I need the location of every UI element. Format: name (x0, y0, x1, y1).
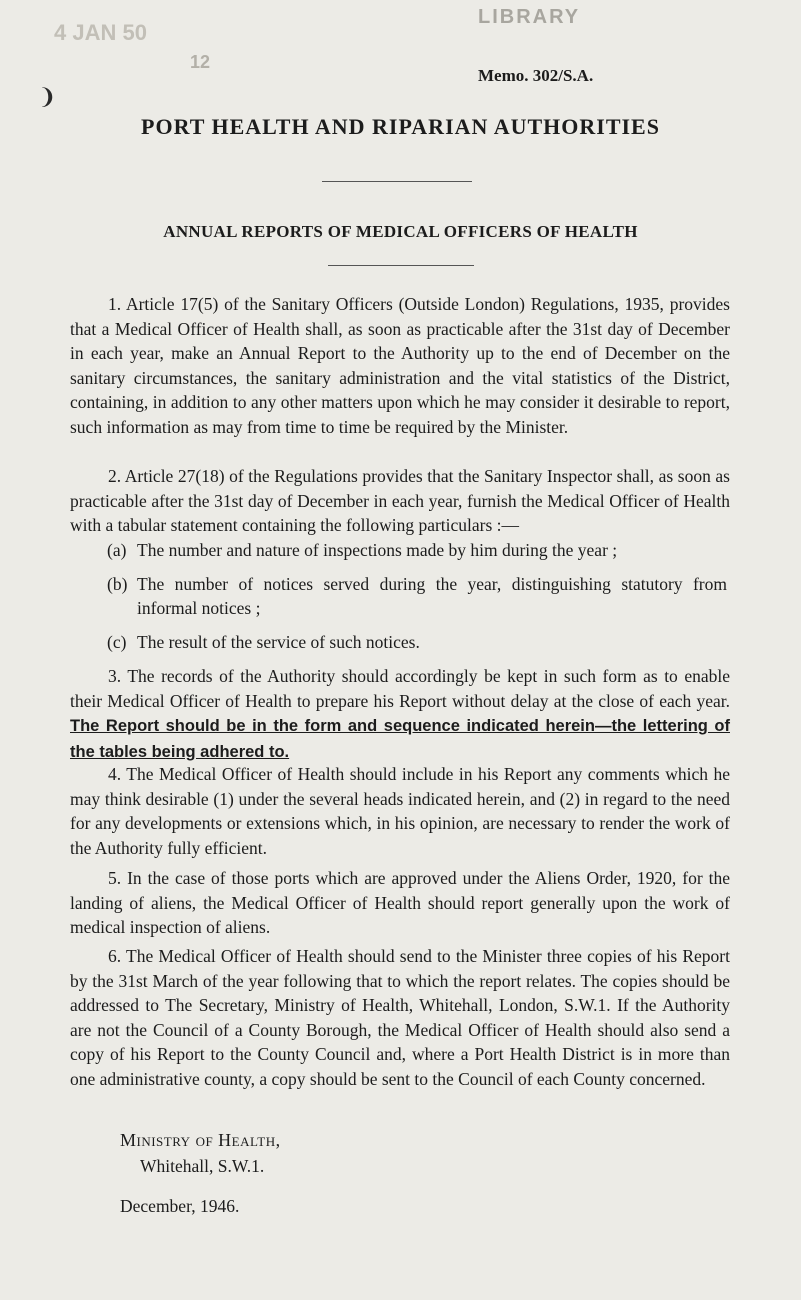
list-item (107, 538, 730, 562)
list-item-label: (b) (107, 574, 128, 594)
signature-date: December, 1946. (120, 1196, 240, 1216)
library-stamp: LIBRARY (478, 6, 581, 28)
paragraph-3-text: 3. The records of the Authority should accordingly be kept in such form as to enable their Medical Officer of Health to prepare his Report without delay at the close of each year. (70, 666, 730, 711)
list-item (107, 572, 730, 620)
list-item-label: (a) (107, 540, 127, 560)
list-item-label: (c) (107, 632, 127, 652)
margin-mark: ❩ (38, 84, 57, 109)
paragraph-3 (70, 664, 730, 764)
page-title: PORT HEALTH AND RIPARIAN AUTHORITIES (141, 114, 660, 139)
signature-address: Whitehall, S.W.1. (140, 1156, 265, 1176)
list-item-text: The number and nature of inspections made by him during the year ; (137, 540, 618, 560)
title-divider (322, 181, 472, 182)
memo-reference: Memo. 302/S.A. (478, 66, 594, 85)
list-item-text: The number of notices served during the year, distinguishing statutory from informal notices ; (137, 574, 727, 618)
stamp-date: 4 JAN 50 (54, 20, 147, 45)
paragraph-6: 6. The Medical Officer of Health should send to the Minister three copies of his Report by the 31st March of the year following that to which the report relates. The copies should be addressed to The Secretary, Ministry of Health, Whitehall, London, S.W.1. If the Authority are not the Council of a County Borough, the Medical Officer of Health should also send a copy of his Report to the County Council and, where a Port Health District is in more than one administrative county, a copy should be sent to the Council of each County concerned. (70, 946, 730, 1089)
paragraph-1: 1. Article 17(5) of the Sanitary Officers (Outside London) Regulations, 1935, provides that a Medical Officer of Health shall, as soon as practicable after the 31st day of December in each year, make an Annual Report to the Authority up to the end of December on the sanitary circumstances, the sanitary administration and the vital statistics of the District, containing, in addition to any other matters upon which he may consider it desirable to report, such information as may from time to time be required by the Minister. (70, 294, 730, 437)
list-item-text: The result of the service of such notices. (137, 632, 420, 652)
received-stamp (0, 0, 250, 92)
paragraph-3-emphasis: The Report should be in the form and sequence indicated herein—the lettering of the tables being adhered to. (70, 717, 730, 761)
subtitle-divider (328, 265, 474, 266)
paragraph-4: 4. The Medical Officer of Health should include in his Report any comments which he may think desirable (1) under the several heads indicated herein, and (2) in regard to the need for any developments or extensions which, in his opinion, are necessary to render the work of the Authority fully efficient. (70, 764, 730, 858)
signature-org: Ministry of Health, (120, 1130, 281, 1150)
list-item (107, 630, 730, 654)
paragraph-2: 2. Article 27(18) of the Regulations provides that the Sanitary Inspector shall, as soon as practicable after the 31st day of December in each year, furnish the Medical Officer of Health with a tabular statement containing the following particulars :— (70, 466, 730, 536)
paragraph-5: 5. In the case of those ports which are approved under the Aliens Order, 1920, for the landing of aliens, the Medical Officer of Health should report generally upon the work of medical inspection of aliens. (70, 868, 730, 938)
page-subtitle: ANNUAL REPORTS OF MEDICAL OFFICERS OF HEALTH (163, 222, 638, 241)
stamp-number: 12 (190, 52, 211, 72)
